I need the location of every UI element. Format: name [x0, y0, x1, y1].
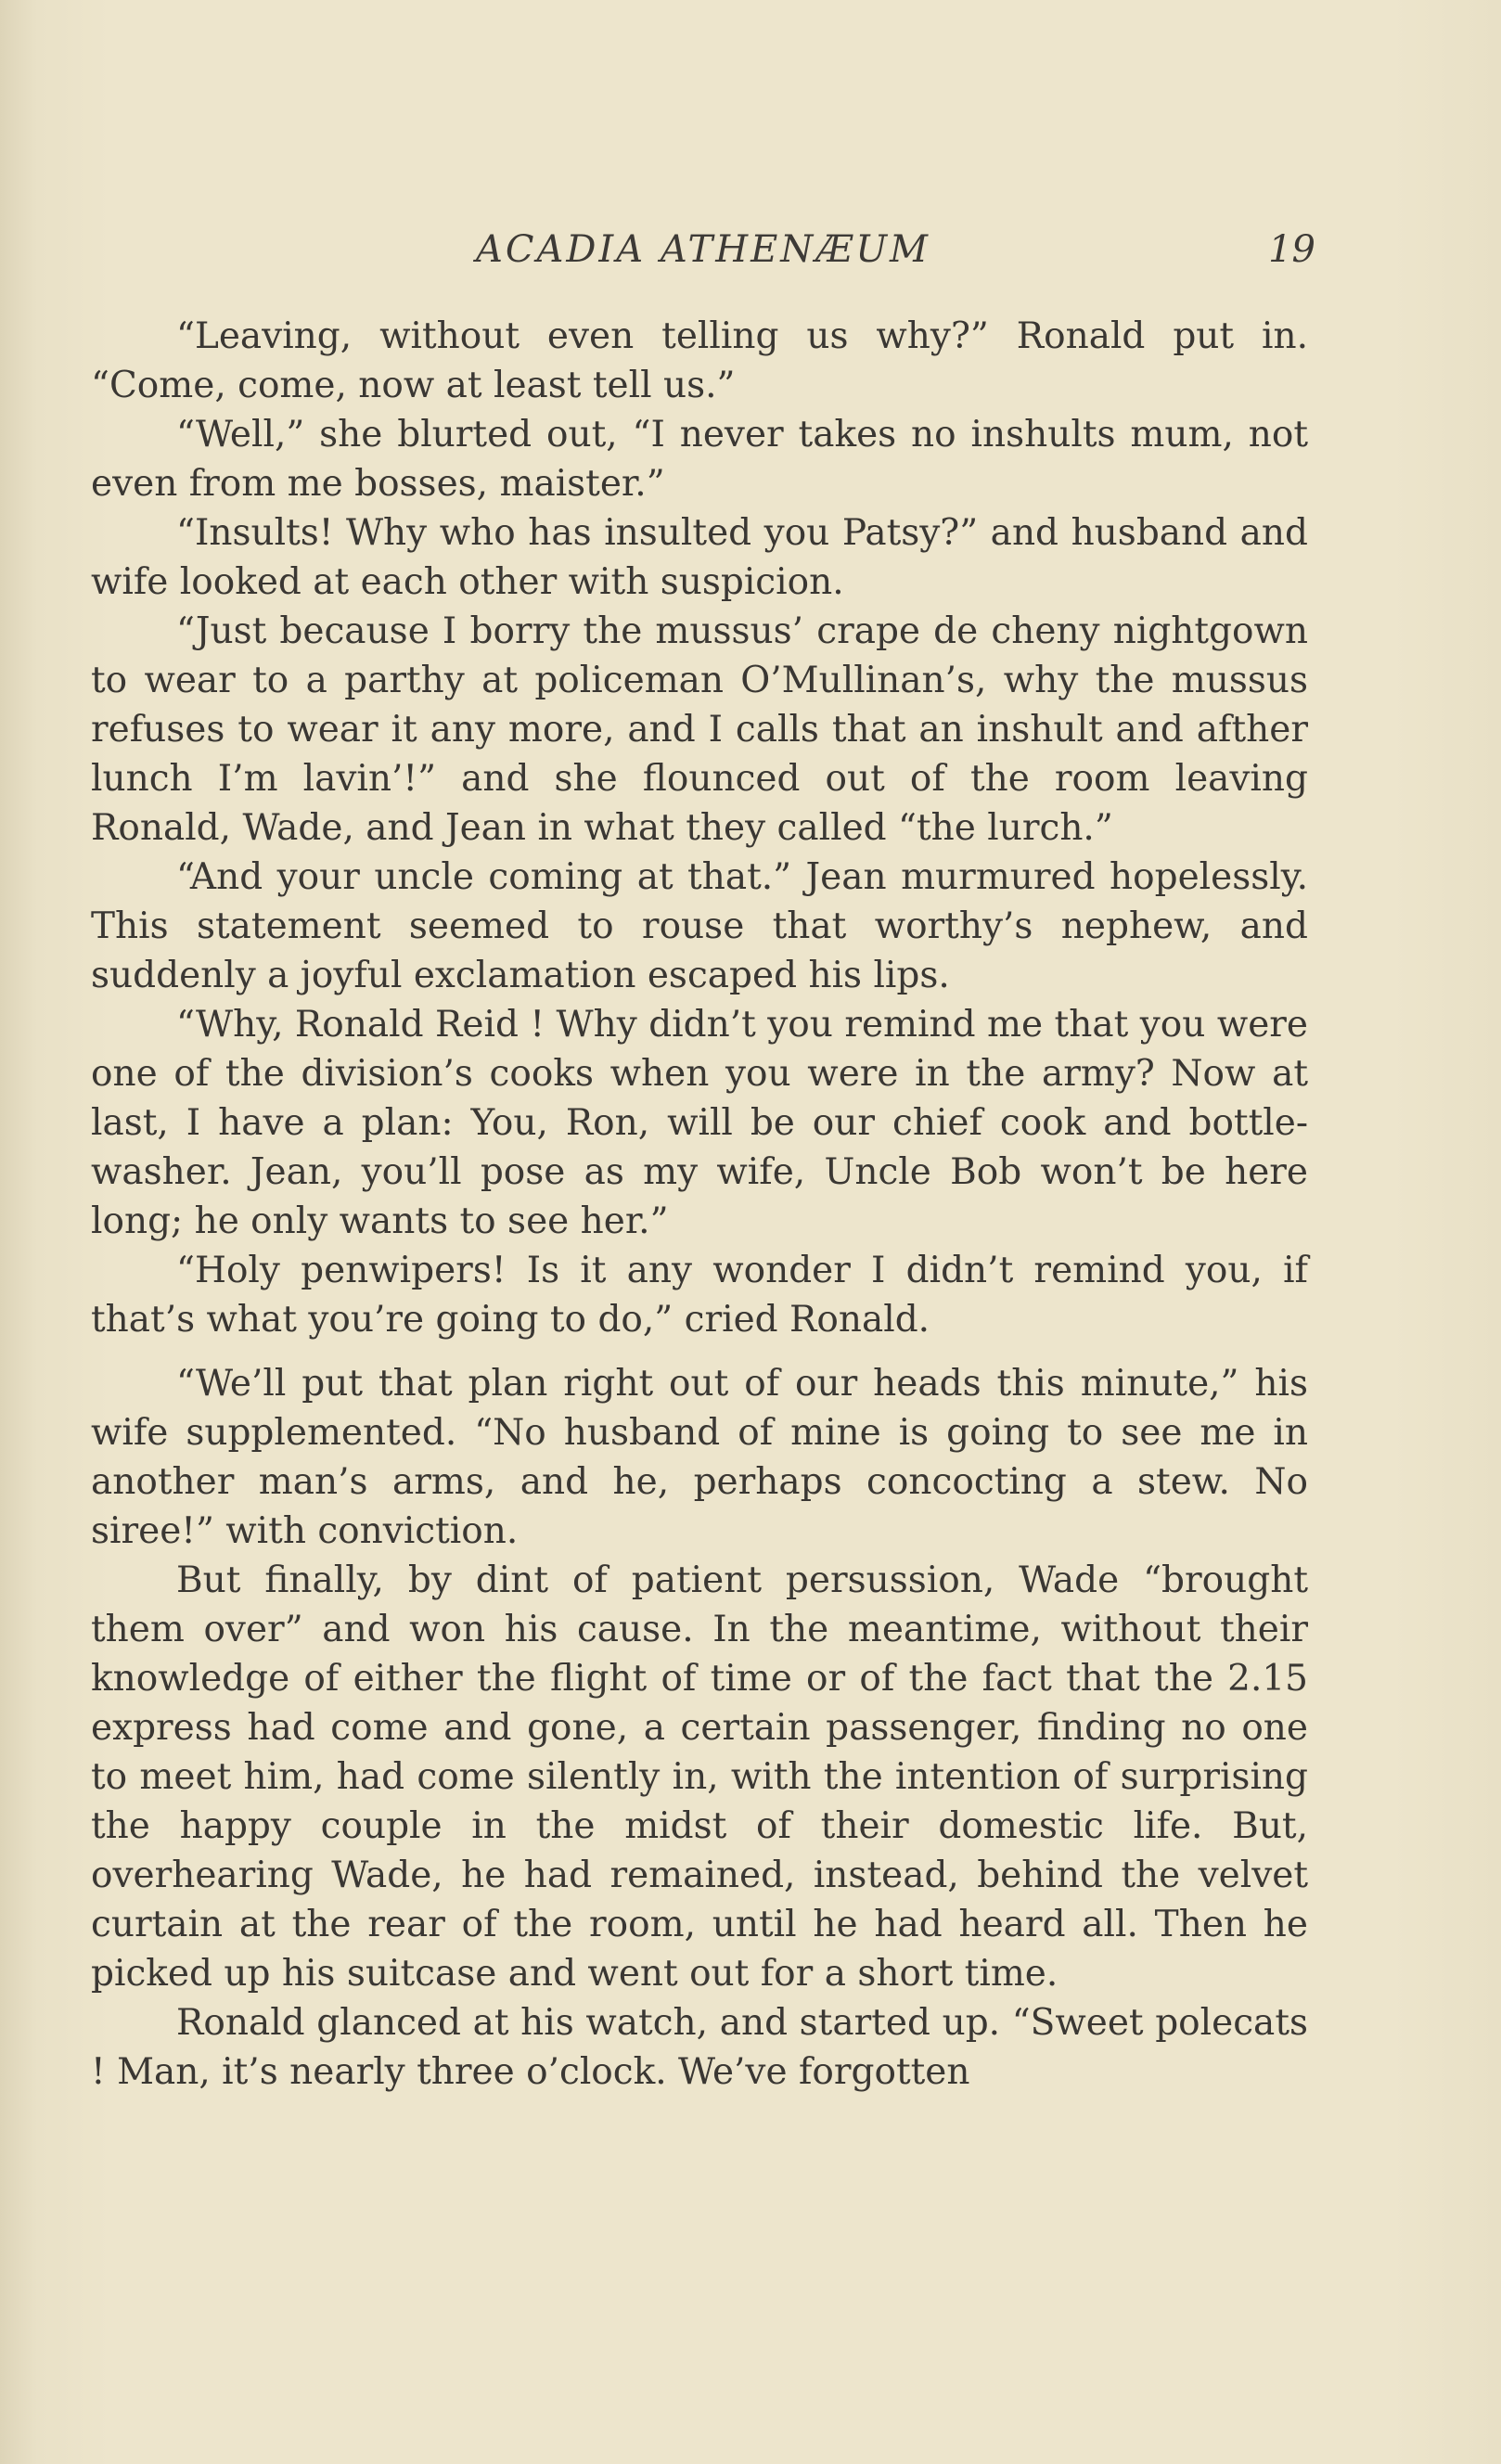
paragraph: “Leaving, without even telling us why?” Ronald put in. “Come, come, now at least tell us.”: [91, 315, 1308, 406]
paragraph: “And your uncle coming at that.” Jean murmured hopelessly. This statement seemed to rouse that worthy’s nephew, and suddenly a joyful exclamation escaped his lips.: [91, 856, 1308, 996]
running-title: ACADIA ATHENÆUM: [475, 228, 931, 271]
paragraph: “Just because I borry the mussus’ crape de cheny nightgown to wear to a parthy at policeman O’Mullinan’s, why the mussus refuses to wear it any more, and I calls that an inshult and afther lunch I’m lavin’!” and she flounced out of the room leaving Ronald, Wade, and Jean in what they called “the lurch.”: [91, 610, 1308, 849]
paragraph: But finally, by dint of patient persussion, Wade “brought them over” and won his cause. In the meantime, without their knowledge of either the flight of time or of the fact that the 2.15 express had come and gone, a certain passenger, finding no one to meet him, had come silently in, with the intention of surprising the happy couple in the midst of their domestic life. But, overhearing Wade, he had remained, instead, behind the velvet curtain at the rear of the room, until he had heard all. Then he picked up his suitcase and went out for a short time.: [91, 1559, 1308, 1995]
page-number: 19: [1268, 228, 1315, 271]
paragraph: Ronald glanced at his watch, and started up. “Sweet polecats ! Man, it’s nearly three o’clock. We’ve forgotten: [91, 2002, 1308, 2093]
paragraph: “We’ll put that plan right out of our heads this minute,” his wife supplemented. “No husband of mine is going to see me in another man’s arms, and he, perhaps concocting a stew. No siree!” with conviction.: [91, 1363, 1308, 1552]
body-text: [91, 312, 1308, 2097]
paragraph: “Insults! Why who has insulted you Patsy?” and husband and wife looked at each other with suspicion.: [91, 512, 1308, 603]
paragraph: “Holy penwipers! Is it any wonder I didn’t remind you, if that’s what you’re going to do,” cried Ronald.: [91, 1250, 1308, 1341]
paragraph: “Why, Ronald Reid ! Why didn’t you remind me that you were one of the division’s cooks when you were in the army? Now at last, I have a plan: You, Ron, will be our chief cook and bottle-washer. Jean, you’ll pose as my wife, Uncle Bob won’t be here long; he only wants to see her.”: [91, 1004, 1308, 1242]
page-header: [91, 228, 1315, 284]
paragraph: “Well,” she blurted out, “I never takes no inshults mum, not even from me bosses, maister.”: [91, 414, 1308, 505]
